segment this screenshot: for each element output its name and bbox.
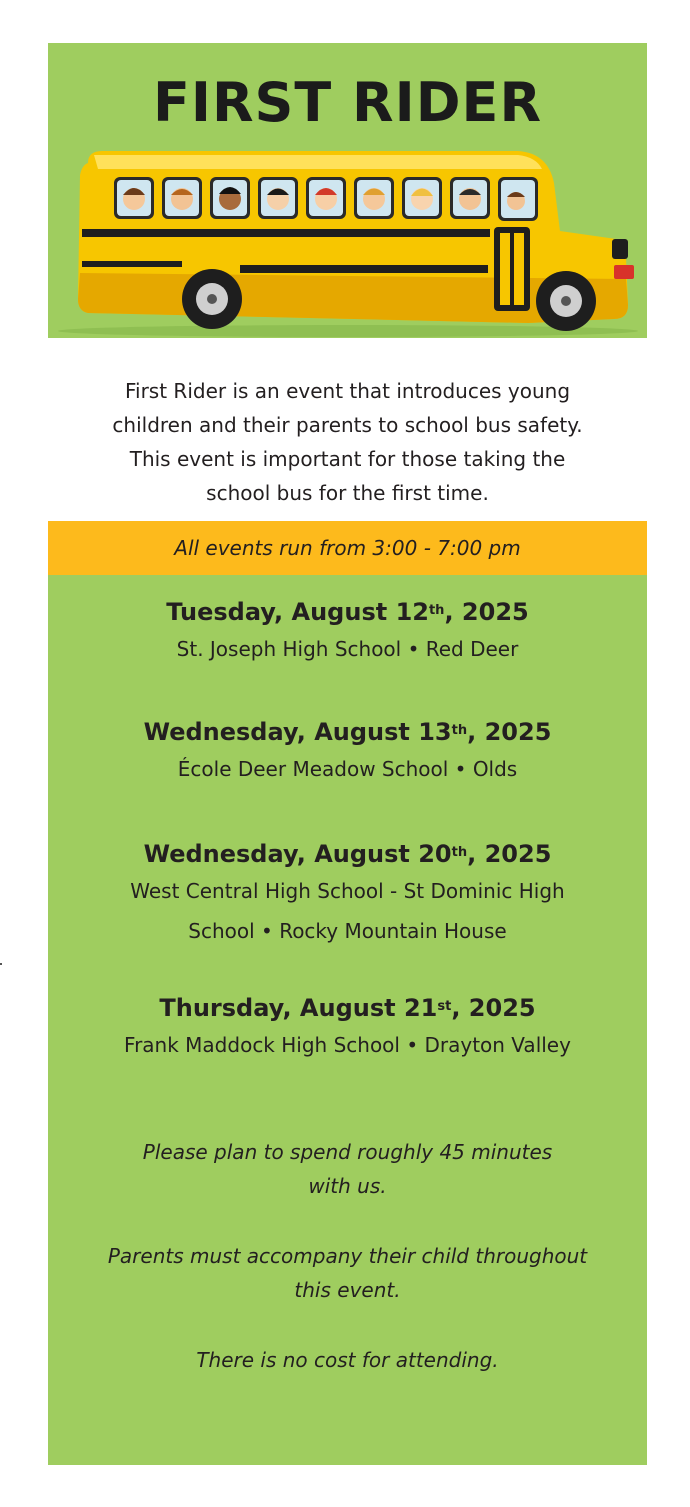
event-time-bar: All events run from 3:00 - 7:00 pm (48, 521, 647, 575)
event-item (48, 837, 647, 951)
event-location: St. Joseph High School • Red Deer (176, 637, 519, 661)
intro-line: children and their parents to school bus safety. (112, 413, 583, 437)
intro-line: This event is important for those taking the (129, 447, 566, 471)
event-date: Wednesday, August 13th, 2025 (143, 718, 552, 746)
event-date: Thursday, August 21st, 2025 (159, 994, 536, 1022)
event-item (48, 991, 647, 1065)
note-line: There is no cost for attending. (196, 1348, 499, 1372)
event-date: Wednesday, August 20th, 2025 (143, 840, 552, 868)
intro-line: First Rider is an event that introduces young (124, 379, 571, 403)
event-item (48, 715, 647, 789)
event-location: Frank Maddock High School • Drayton Valley (124, 1033, 571, 1057)
event-location: École Deer Meadow School • Olds (177, 757, 518, 781)
events-panel (48, 575, 647, 1465)
intro-text (48, 374, 647, 510)
cost-note (48, 1343, 647, 1377)
note-line: Parents must accompany their child throughout (107, 1244, 588, 1268)
banner-title: FIRST RIDER (152, 71, 543, 134)
event-location: School • Rocky Mountain House (188, 919, 507, 943)
note-line: with us. (308, 1174, 387, 1198)
event-item (48, 595, 647, 669)
event-location: West Central High School - St Dominic High (130, 879, 565, 903)
time-note (48, 1135, 647, 1203)
margin-mark (0, 963, 2, 965)
parents-note (48, 1239, 647, 1307)
event-date: Tuesday, August 12th, 2025 (166, 598, 529, 626)
first-rider-banner (48, 43, 647, 338)
note-line: this event. (294, 1278, 401, 1302)
intro-line: school bus for the first time. (206, 481, 489, 505)
note-line: Please plan to spend roughly 45 minutes (142, 1140, 553, 1164)
